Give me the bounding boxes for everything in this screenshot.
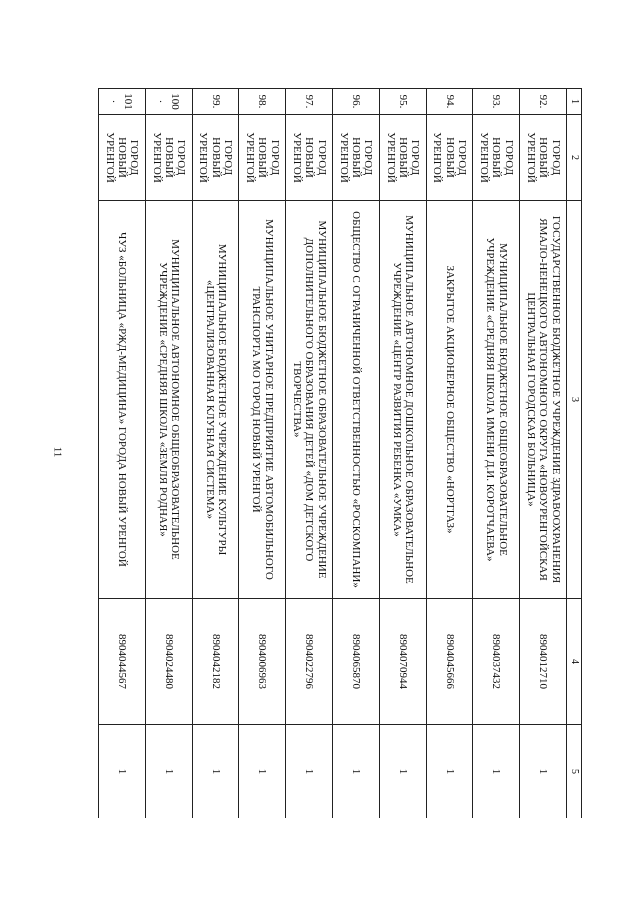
row-number-cell: 95.	[379, 89, 426, 115]
table-row	[192, 89, 239, 819]
table-row	[379, 89, 426, 819]
row-number-cell: 94.	[426, 89, 473, 115]
table-row	[286, 89, 333, 819]
inn-cell: 8904022796	[286, 599, 333, 725]
count-cell: 1	[145, 725, 192, 819]
header-cell: 2	[567, 115, 582, 201]
count-cell: 1	[99, 725, 146, 819]
city-cell: ГОРОД НОВЫЙ УРЕНГОЙ	[99, 115, 146, 201]
inn-cell: 8904042182	[192, 599, 239, 725]
row-number-cell: 93.	[473, 89, 520, 115]
inn-cell: 8904045666	[426, 599, 473, 725]
organization-name-cell: МУНИЦИПАЛЬНОЕ АВТОНОМНОЕ ОБЩЕОБРАЗОВАТЕЛЬНОЕ УЧРЕЖДЕНИЕ «СРЕДНЯЯ ШКОЛА «ЗЕМЛЯ РОДНАЯ»	[145, 201, 192, 599]
table-row	[426, 89, 473, 819]
inn-cell: 8904024480	[145, 599, 192, 725]
row-number-cell: 96.	[333, 89, 380, 115]
inn-cell: 8904044567	[99, 599, 146, 725]
city-cell: ГОРОД НОВЫЙ УРЕНГОЙ	[145, 115, 192, 201]
count-cell: 1	[192, 725, 239, 819]
count-cell: 1	[520, 725, 567, 819]
inn-cell: 8904006963	[239, 599, 286, 725]
row-number-cell: 99.	[192, 89, 239, 115]
organization-name-cell: ЧУЗ «БОЛЬНИЦА «РЖД-МЕДИЦИНА» ГОРОДА НОВЫЙ УРЕНГОЙ	[99, 201, 146, 599]
count-cell: 1	[379, 725, 426, 819]
organization-name-cell: МУНИЦИПАЛЬНОЕ БЮДЖЕТНОЕ УЧРЕЖДЕНИЕ КУЛЬТУРЫ «ЦЕНТРАЛИЗОВАННАЯ КЛУБНАЯ СИСТЕМА»	[192, 201, 239, 599]
inn-cell: 8904070944	[379, 599, 426, 725]
row-number-cell: 101.	[99, 89, 146, 115]
header-cell: 5	[567, 725, 582, 819]
table-row	[145, 89, 192, 819]
organization-name-cell: МУНИЦИПАЛЬНОЕ БЮДЖЕТНОЕ ОБЩЕОБРАЗОВАТЕЛЬНОЕ УЧРЕЖДЕНИЕ «СРЕДНЯЯ ШКОЛА ИМЕНИ Д.И. КОРОТЧАЕВА»	[473, 201, 520, 599]
table-row	[473, 89, 520, 819]
page-number: 11	[51, 446, 64, 458]
inn-cell: 8904065870	[333, 599, 380, 725]
city-cell: ГОРОД НОВЫЙ УРЕНГОЙ	[192, 115, 239, 201]
city-cell: ГОРОД НОВЫЙ УРЕНГОЙ	[520, 115, 567, 201]
organization-name-cell: ОБЩЕСТВО С ОГРАНИЧЕННОЙ ОТВЕТСТВЕННОСТЬЮ «РОСКОМПАНИ»	[333, 201, 380, 599]
organization-name-cell: ГОСУДАРСТВЕННОЕ БЮДЖЕТНОЕ УЧРЕЖДЕНИЕ ЗДРАВООХРАНЕНИЯ ЯМАЛО-НЕНЕЦКОГО АВТОНОМНОГО ОКРУГА «НОВОУРЕНГОЙСКАЯ ЦЕНТРАЛЬНАЯ ГОРОДСКАЯ БОЛЬНИЦА»	[520, 201, 567, 599]
row-number-cell: 92.	[520, 89, 567, 115]
count-cell: 1	[473, 725, 520, 819]
city-cell: ГОРОД НОВЫЙ УРЕНГОЙ	[426, 115, 473, 201]
table-row	[333, 89, 380, 819]
row-number-cell: 100.	[145, 89, 192, 115]
table-header-row	[567, 89, 582, 819]
row-number-cell: 97.	[286, 89, 333, 115]
organization-name-cell: МУНИЦИПАЛЬНОЕ УНИТАРНОЕ ПРЕДПРИЯТИЕ АВТОМОБИЛЬНОГО ТРАНСПОРТА МО ГОРОД НОВЫЙ УРЕНГОЙ	[239, 201, 286, 599]
count-cell: 1	[426, 725, 473, 819]
table-row	[99, 89, 146, 819]
organization-name-cell: МУНИЦИПАЛЬНОЕ АВТОНОМНОЕ ДОШКОЛЬНОЕ ОБРАЗОВАТЕЛЬНОЕ УЧРЕЖДЕНИЕ «ЦЕНТР РАЗВИТИЯ РЕБЕНКА «УМКА»	[379, 201, 426, 599]
organization-name-cell: МУНИЦИПАЛЬНОЕ БЮДЖЕТНОЕ ОБРАЗОВАТЕЛЬНОЕ УЧРЕЖДЕНИЕ ДОПОЛНИТЕЛЬНОГО ОБРАЗОВАНИЯ ДЕТЕЙ «ДОМ ДЕТСКОГО ТВОРЧЕСТВА»	[286, 201, 333, 599]
count-cell: 1	[239, 725, 286, 819]
header-cell: 4	[567, 599, 582, 725]
rotated-table-container	[98, 88, 582, 818]
inn-cell: 8904012710	[520, 599, 567, 725]
city-cell: ГОРОД НОВЫЙ УРЕНГОЙ	[333, 115, 380, 201]
header-cell: 3	[567, 201, 582, 599]
city-cell: ГОРОД НОВЫЙ УРЕНГОЙ	[473, 115, 520, 201]
count-cell: 1	[333, 725, 380, 819]
city-cell: ГОРОД НОВЫЙ УРЕНГОЙ	[286, 115, 333, 201]
city-cell: ГОРОД НОВЫЙ УРЕНГОЙ	[379, 115, 426, 201]
count-cell: 1	[286, 725, 333, 819]
table-row	[239, 89, 286, 819]
organizations-table	[98, 88, 582, 818]
row-number-cell: 98.	[239, 89, 286, 115]
document-table-frame	[98, 88, 582, 818]
header-cell: 1	[567, 89, 582, 115]
table-row	[520, 89, 567, 819]
inn-cell: 8904037432	[473, 599, 520, 725]
organization-name-cell: ЗАКРЫТОЕ АКЦИОНЕРНОЕ ОБЩЕСТВО «НОРТГАЗ»	[426, 201, 473, 599]
city-cell: ГОРОД НОВЫЙ УРЕНГОЙ	[239, 115, 286, 201]
